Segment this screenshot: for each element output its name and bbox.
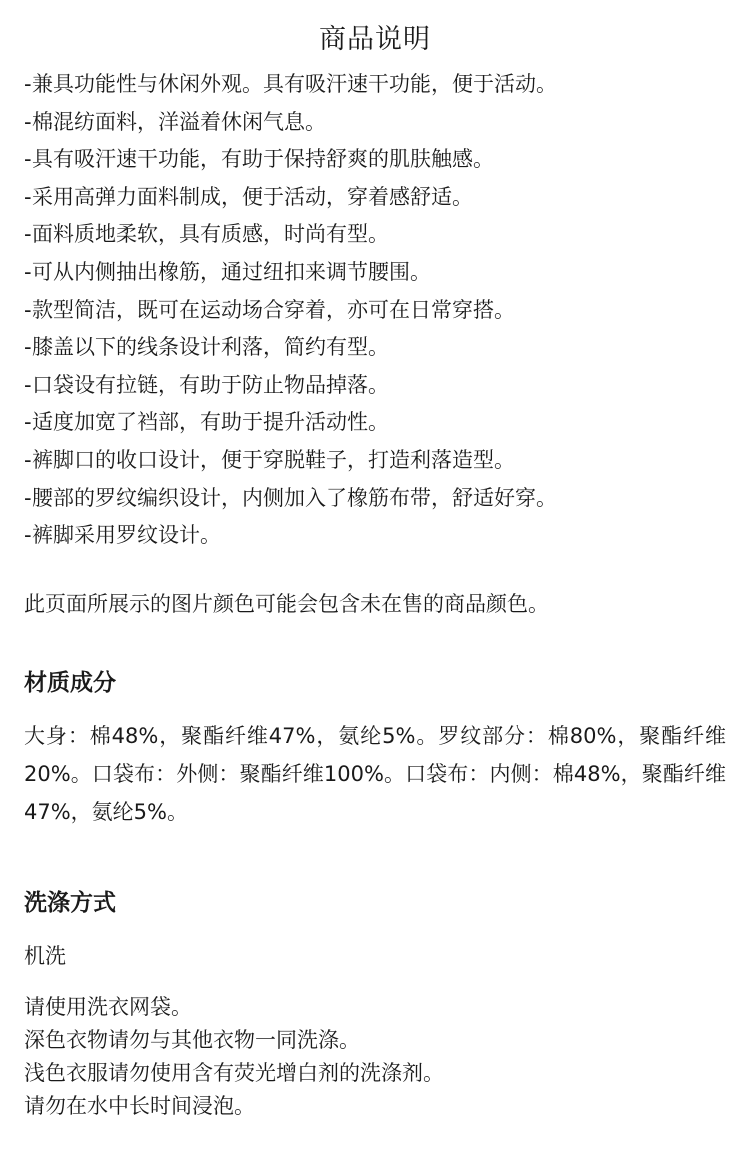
list-dash: - xyxy=(24,372,32,397)
list-item: 深色衣物请勿与其他衣物一同洗涤。 xyxy=(24,1027,360,1052)
list-dash: - xyxy=(24,109,32,134)
feature-text: 棉混纺面料，洋溢着休闲气息。 xyxy=(32,109,326,134)
list-item xyxy=(24,517,726,555)
color-disclaimer: 此页面所展示的图片颜色可能会包含未在售的商品颜色。 xyxy=(24,591,549,616)
list-dash: - xyxy=(24,72,32,96)
list-item xyxy=(24,480,726,518)
list-dash: - xyxy=(24,184,32,209)
list-item: 请使用洗衣网袋。 xyxy=(24,994,192,1019)
feature-text: 面料质地柔软，具有质感，时尚有型。 xyxy=(32,222,389,247)
feature-text: 裤脚口的收口设计，便于穿脱鞋子，打造利落造型。 xyxy=(32,447,515,472)
feature-text: 裤脚采用罗纹设计。 xyxy=(32,523,221,548)
list-dash: - xyxy=(24,447,32,472)
list-dash: - xyxy=(24,485,32,510)
feature-text: 适度加宽了裆部，有助于提升活动性。 xyxy=(32,410,389,435)
list-item xyxy=(24,66,726,104)
list-item xyxy=(24,179,726,217)
list-dash: - xyxy=(24,259,32,284)
washing-heading: 洗涤方式 xyxy=(24,889,116,916)
feature-text: 膝盖以下的线条设计利落，简约有型。 xyxy=(32,335,389,360)
feature-text: 可从内侧抽出橡筋，通过纽扣来调节腰围。 xyxy=(32,259,431,284)
list-dash: - xyxy=(24,222,32,247)
list-item xyxy=(24,292,726,330)
list-item xyxy=(24,216,726,254)
feature-text: 具有吸汗速干功能，有助于保持舒爽的肌肤触感。 xyxy=(32,147,494,172)
washing-method: 机洗 xyxy=(24,943,66,968)
list-item: 浅色衣服请勿使用含有荧光增白剂的洗涤剂。 xyxy=(24,1060,444,1085)
page-title: 商品说明 xyxy=(319,24,431,55)
feature-text: 兼具功能性与休闲外观。具有吸汗速干功能，便于活动。 xyxy=(32,72,557,96)
materials-heading: 材质成分 xyxy=(24,669,116,696)
feature-list xyxy=(24,66,726,555)
list-item xyxy=(24,404,726,442)
list-dash: - xyxy=(24,335,32,360)
list-dash: - xyxy=(24,297,32,322)
feature-text: 口袋设有拉链，有助于防止物品掉落。 xyxy=(32,372,389,397)
list-item xyxy=(24,104,726,142)
list-item xyxy=(24,367,726,405)
feature-text: 款型简洁，既可在运动场合穿着，亦可在日常穿搭。 xyxy=(32,297,515,322)
list-item xyxy=(24,329,726,367)
washing-notes xyxy=(24,991,726,1123)
list-item xyxy=(24,442,726,480)
list-item: 请勿在水中长时间浸泡。 xyxy=(24,1093,255,1118)
feature-text: 采用高弹力面料制成，便于活动，穿着感舒适。 xyxy=(32,184,473,209)
list-item xyxy=(24,254,726,292)
list-dash: - xyxy=(24,410,32,435)
materials-text: 大身：棉48%，聚酯纤维47%，氨纶5%。罗纹部分：棉80%，聚酯纤维20%。口袋布：外侧：聚酯纤维100%。口袋布：内侧：棉48%，聚酯纤维47%，氨纶5%。 xyxy=(24,723,726,824)
list-dash: - xyxy=(24,523,32,548)
feature-text: 腰部的罗纹编织设计，内侧加入了橡筋布带，舒适好穿。 xyxy=(32,485,557,510)
list-dash: - xyxy=(24,147,32,172)
list-item xyxy=(24,141,726,179)
